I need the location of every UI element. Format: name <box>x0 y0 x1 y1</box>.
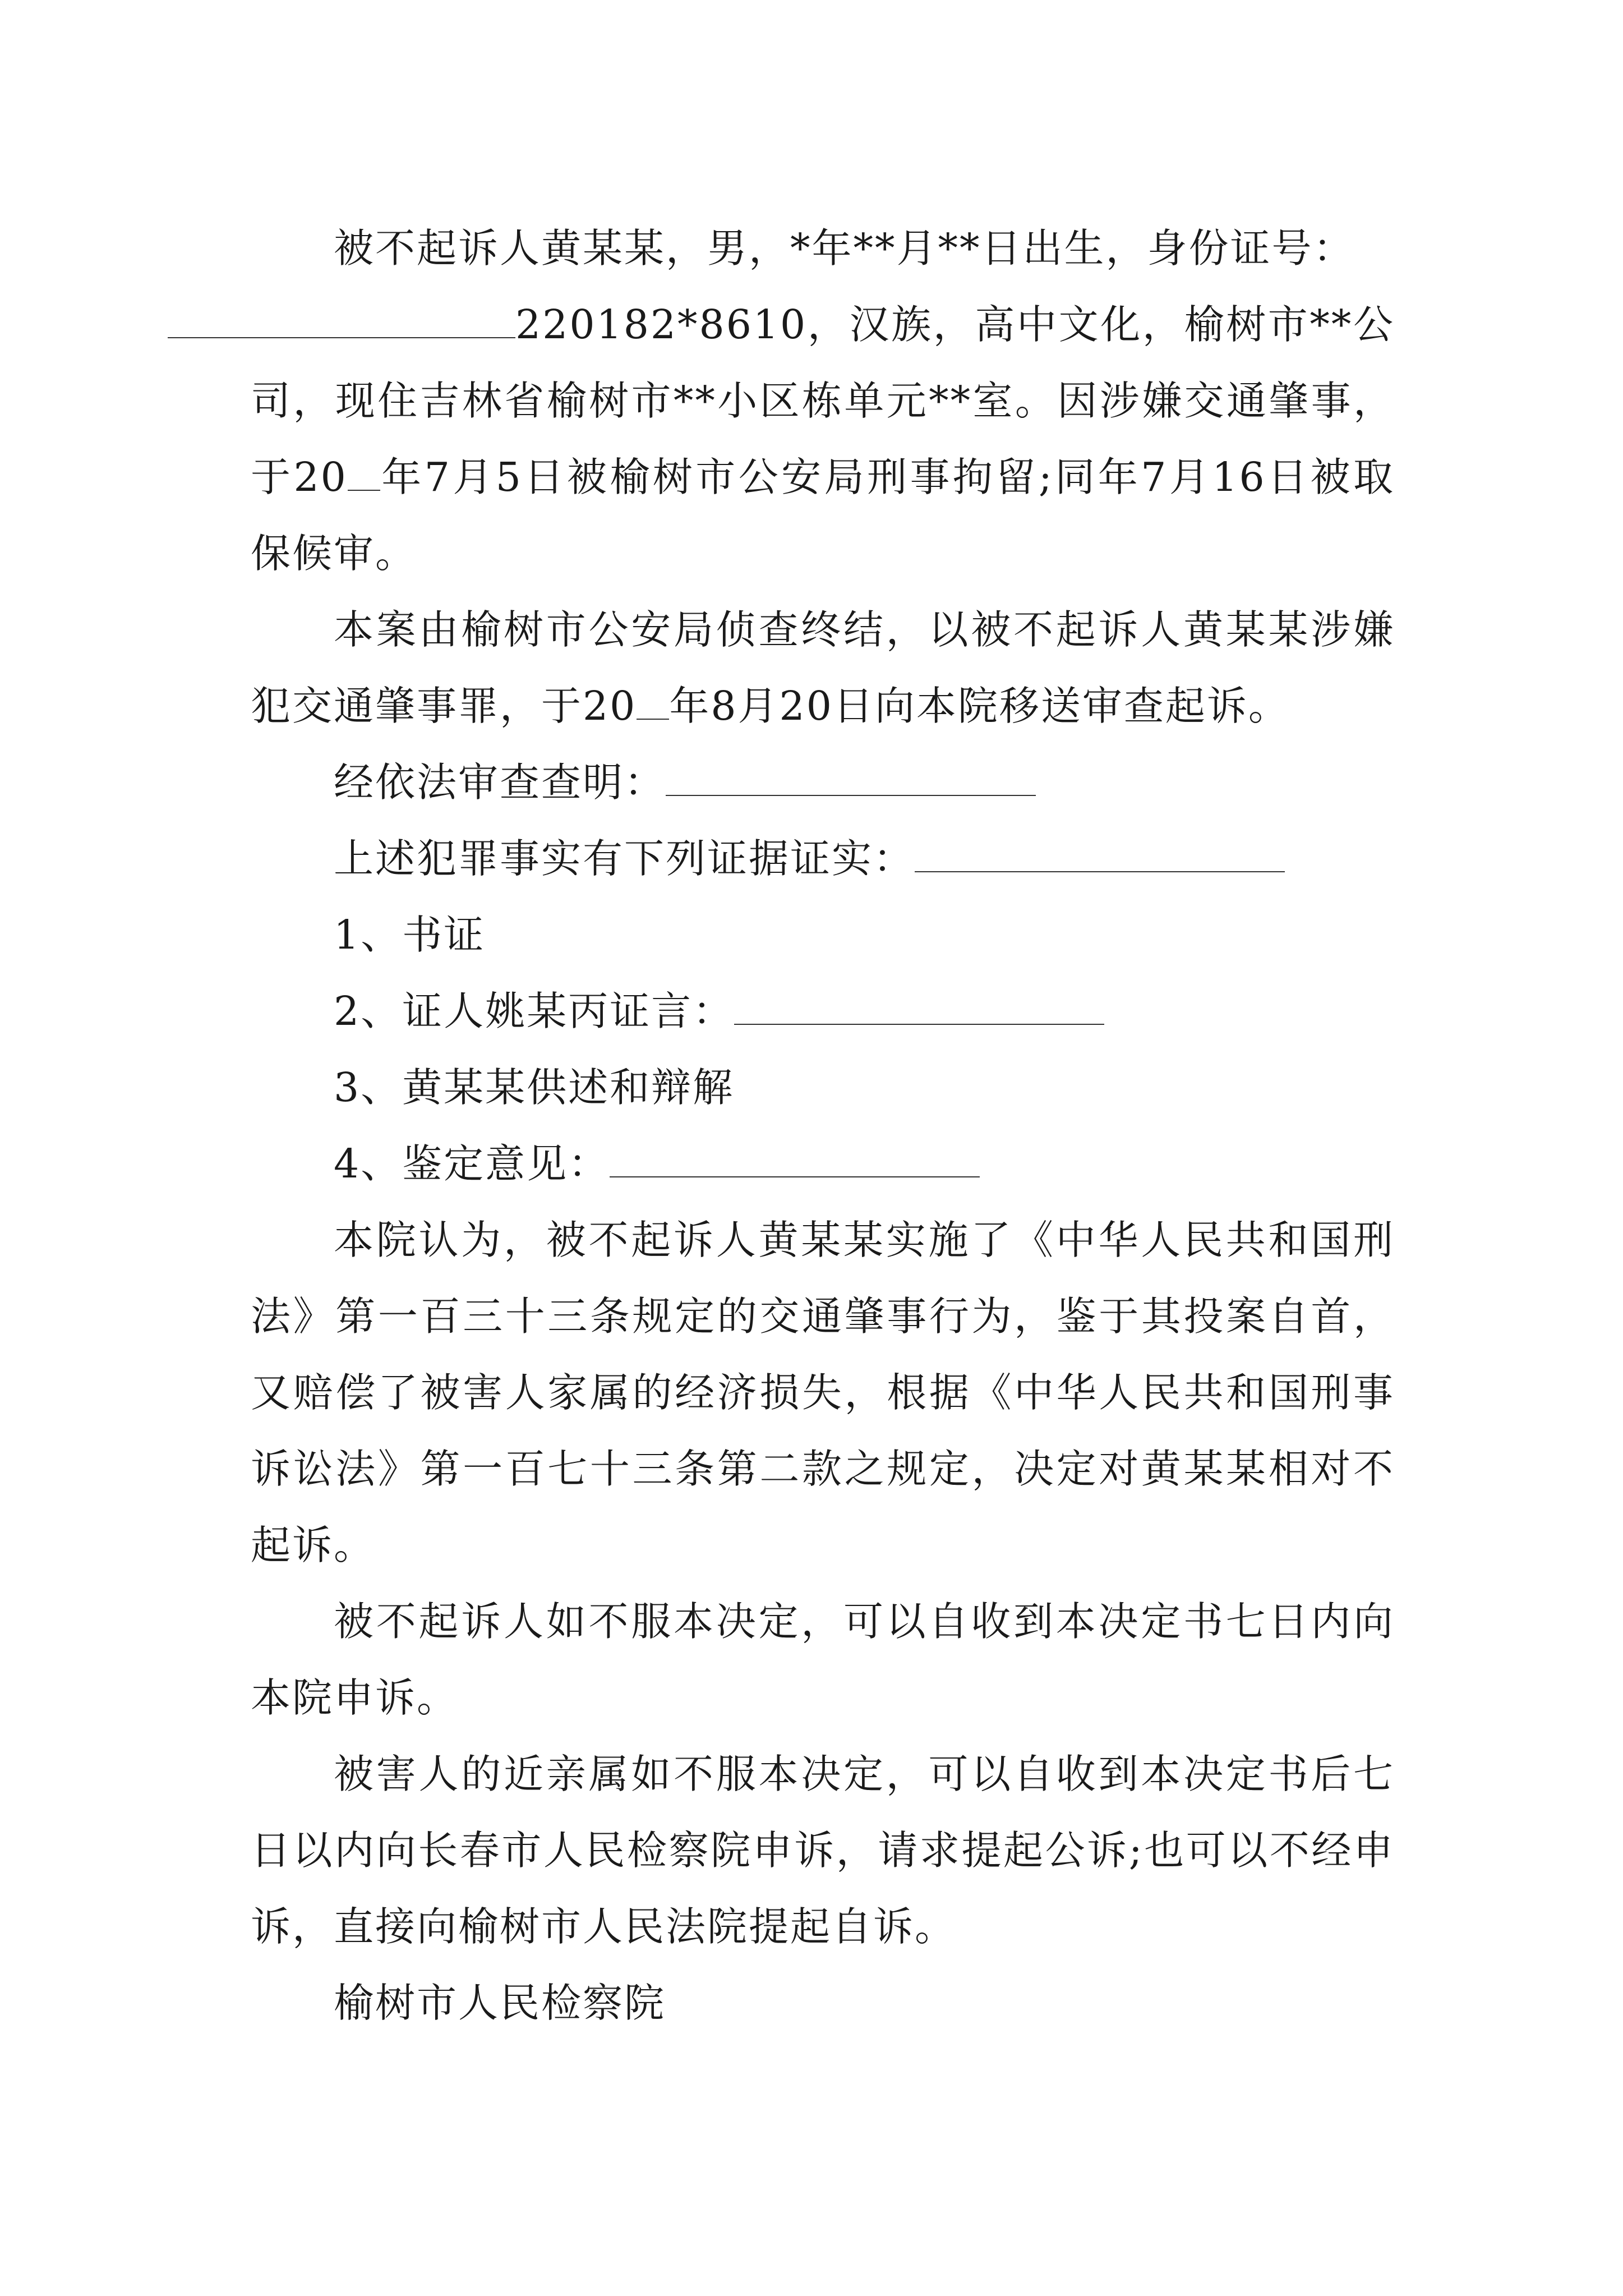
witness-blank <box>734 984 1104 1025</box>
evidence-item-1 <box>251 897 1395 973</box>
evidence-item-3 <box>251 1050 1395 1126</box>
defendant-line-3: 年7月5日被榆树市公安局刑事拘留;同年7月16日被取保候审。 <box>251 454 1395 577</box>
defendant-appeal-text: 被不起诉人如不服本决定，可以自收到本决定书七日内向本院申诉。 <box>251 1598 1395 1721</box>
id-number-blank <box>168 297 515 338</box>
paragraph-defendant-info <box>251 210 1395 592</box>
evidence-item-3-text: 3、黄某某供述和辩解 <box>334 1064 735 1111</box>
evidence-item-4-text: 4、鉴定意见： <box>334 1140 610 1187</box>
paragraph-decision <box>251 1202 1395 1584</box>
case-transfer-text-b: 年8月20日向本院移送审查起诉。 <box>669 683 1290 729</box>
evidence-item-2-text: 2、证人姚某丙证言： <box>334 988 735 1034</box>
evidence-blank <box>915 831 1285 872</box>
paragraph-findings <box>251 744 1395 821</box>
evidence-item-2 <box>251 973 1395 1050</box>
signature-text: 榆树市人民检察院 <box>334 1980 666 2026</box>
year-blank <box>637 679 669 720</box>
document-body <box>251 210 1395 2041</box>
evidence-intro-label: 上述犯罪事实有下列证据证实： <box>334 835 915 882</box>
appraisal-blank <box>610 1137 980 1177</box>
defendant-line-1: 被不起诉人黄某某，男，*年**月**日出生，身份证号： <box>334 225 1355 272</box>
decision-text: 本院认为，被不起诉人黄某某实施了《中华人民共和国刑法》第一百三十三条规定的交通肇事行为，鉴于其投案自首，又赔偿了被害人家属的经济损失，根据《中华人民共和国刑事诉讼法》第一百七十三条第二款之规定，决定对黄某某相对不起诉。 <box>251 1217 1395 1568</box>
paragraph-case-transfer <box>251 592 1395 744</box>
paragraph-victim-appeal <box>251 1736 1395 1965</box>
paragraph-evidence-intro <box>251 821 1395 897</box>
findings-label: 经依法审查查明： <box>334 759 666 806</box>
signature-procuratorate <box>251 1965 1395 2041</box>
findings-blank <box>666 755 1036 796</box>
evidence-item-4 <box>251 1126 1395 1202</box>
evidence-item-1-text: 1、书证 <box>334 912 486 958</box>
defendant-line-2: 220182*8610，汉族，高中文化，榆树市**公司，现住吉林省榆树市**小区栋单元**室。因涉嫌交通肇事，于20 <box>251 301 1395 500</box>
victim-appeal-text: 被害人的近亲属如不服本决定，可以自收到本决定书后七日以内向长春市人民检察院申诉，请求提起公诉;也可以不经申诉，直接向榆树市人民法院提起自诉。 <box>251 1751 1395 1950</box>
case-transfer-text-a: 本案由榆树市公安局侦查终结，以被不起诉人黄某某涉嫌犯交通肇事罪，于20 <box>251 606 1395 729</box>
paragraph-defendant-appeal <box>251 1584 1395 1736</box>
year-blank <box>348 450 380 491</box>
